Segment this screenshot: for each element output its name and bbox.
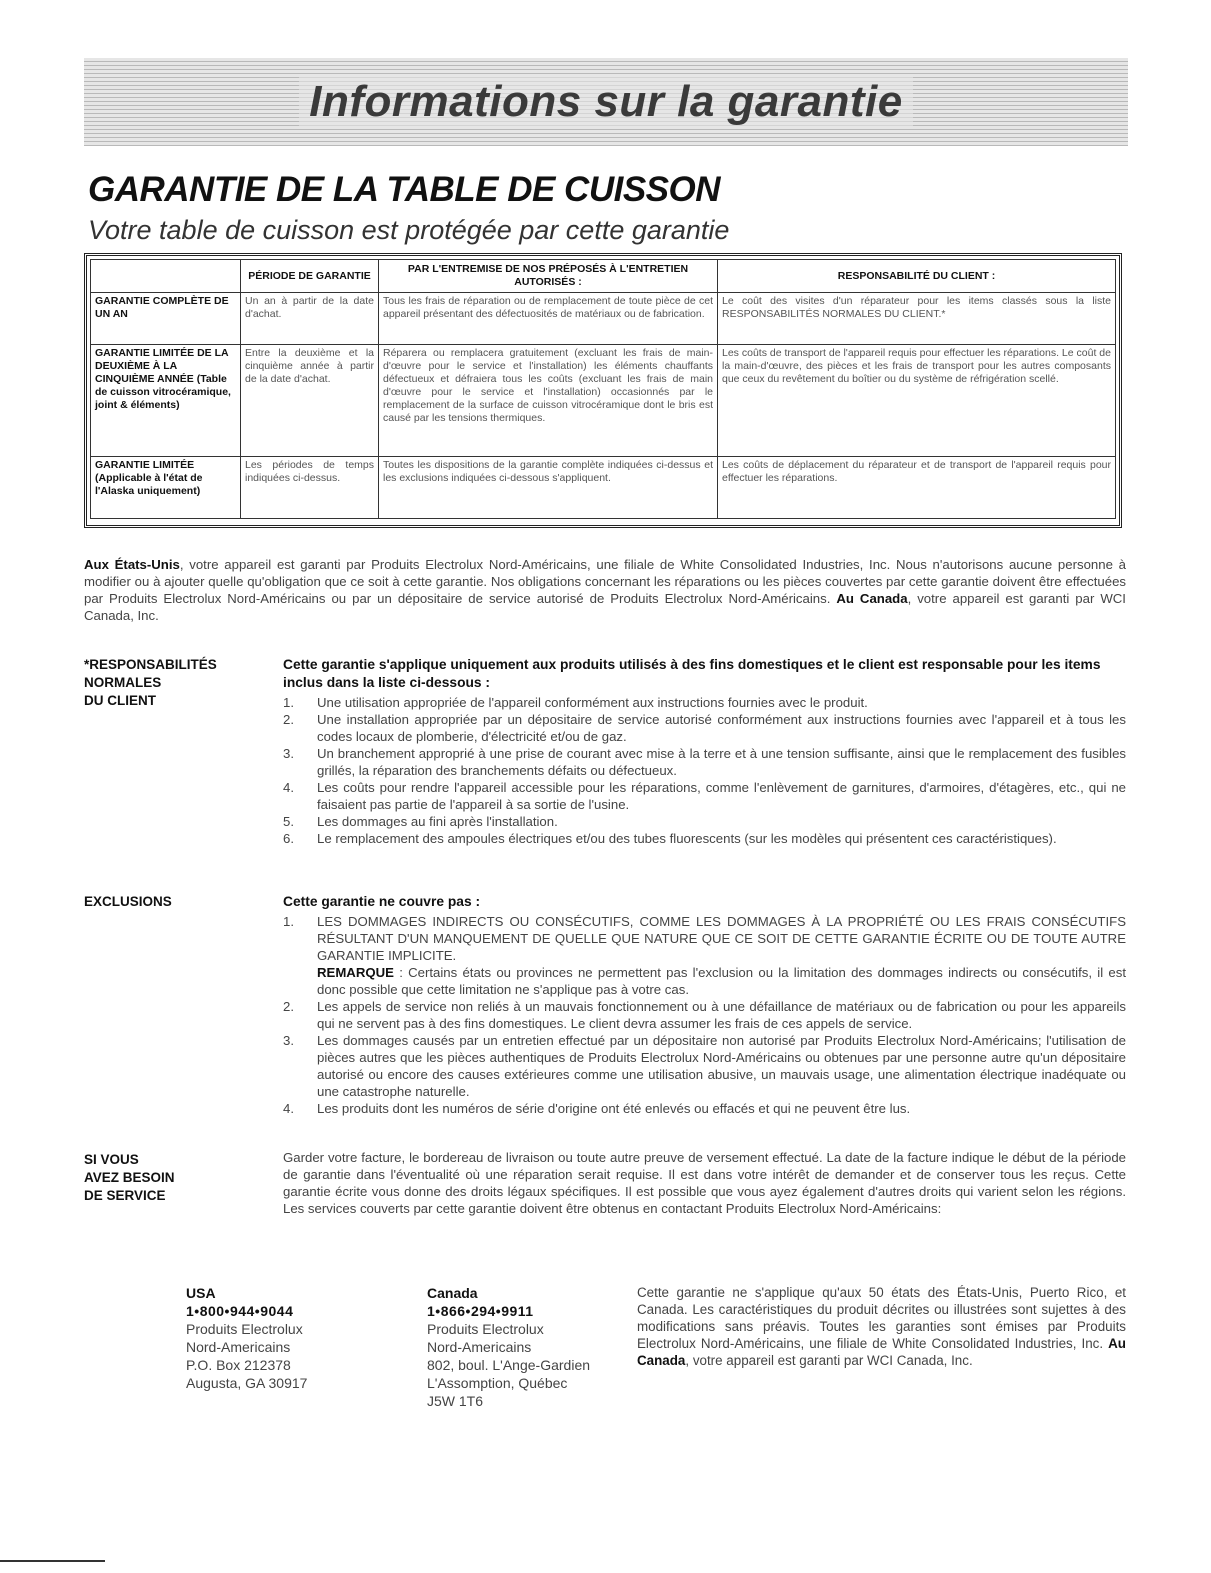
table-cell-client: Les coûts de transport de l'appareil requis pour effectuer les réparations. Le coût de la main-d'œuvre, des pièces et les frais de transport pour les autres composants que ceux du revêtement du boîtier ou du système de réfrigération scellé. <box>718 345 1116 457</box>
list-item-text: Une installation appropriée par un dépositaire de service autorisé conformément aux instructions fournies avec l'appareil et à tous les codes locaux de plomberie, d'électricité et/ou de gaz. <box>317 712 1126 744</box>
intro-bold-usa: Aux États-Unis <box>84 557 180 572</box>
list-item <box>283 1032 1126 1100</box>
notice-text: Cette garantie ne s'applique qu'aux 50 états des États-Unis, Puerto Rico, et Canada. Les caractéristiques du produit décrites ou illustrées sont sujettes à des modifications sans préavis. Toutes les garanties sont émises par Produits Electrolux Nord-Américains, une filiale de White Consolidated Industries, Inc. <box>637 1285 1126 1351</box>
list-item <box>283 711 1126 745</box>
service-label: SI VOUS AVEZ BESOIN DE SERVICE <box>84 1152 175 1203</box>
responsibilities-label: *RESPONSABILITÉS NORMALES DU CLIENT <box>84 657 217 708</box>
table-cell-service: Réparera ou remplacera gratuitement (excluant les frais de main-d'œuvre pour le service et l'installation) les éléments chauffants défectueux et défraiera tous les coûts (excluant les frais de main d'œuvre pour le service et l'installation) occasionnés par le remplacement de la surface de cuisson vitrocéramique dont le bris est causé par les tensions thermiques. <box>379 345 718 457</box>
contact-canada-line: Nord-Americains <box>427 1339 532 1355</box>
table-row <box>91 457 1116 519</box>
contact-canada-phone: 1•866•294•9911 <box>427 1303 534 1319</box>
table-cell-service: Tous les frais de réparation ou de remplacement de toute pièce de cet appareil présentant des défectuosités de matériaux ou de fabrication. <box>379 293 718 345</box>
exclusions-label: EXCLUSIONS <box>84 894 172 909</box>
contact-canada-line: J5W 1T6 <box>427 1393 484 1409</box>
table-header-service: PAR L'ENTREMISE DE NOS PRÉPOSÉS À L'ENTRETIEN AUTORISÉS : <box>379 260 718 293</box>
intro-paragraph <box>84 556 1126 624</box>
footer-rule <box>0 1560 105 1562</box>
coverage-notice <box>637 1284 1126 1369</box>
table-cell-coverage: GARANTIE COMPLÈTE DE UN AN <box>91 293 241 345</box>
service-text: Garder votre facture, le bordereau de livraison ou toute autre preuve de versement effectué. La date de la facture indique le début de la période de garantie dans l'éventualité où une réparation serait requise. Il est dans votre intérêt de demander et de conserver tous les reçus. Cette garantie écrite vous donne des droits légaux spécifiques. Il est possible que vous ayez également d'autres droits qui varient selon les régions. Les services couverts par cette garantie doivent être obtenus en contactant Produits Electrolux Nord-Américains: <box>283 1150 1126 1216</box>
contact-canada-line: L'Assomption, Québec <box>427 1375 568 1391</box>
list-item-number: 2. <box>283 712 294 727</box>
page-subtitle: Votre table de cuisson est protégée par cette garantie <box>88 215 730 245</box>
table-header-client: RESPONSABILITÉ DU CLIENT : <box>718 260 1116 293</box>
intro-text-canada: , votre appareil est garanti par WCI Canada, Inc. <box>84 591 1126 623</box>
list-item <box>283 813 1126 830</box>
list-item-text: Une utilisation appropriée de l'appareil conformément aux instructions fournies avec le produit. <box>317 695 868 710</box>
table-cell-service: Toutes les dispositions de la garantie complète indiquées ci-dessus et les exclusions indiquées ci-dessous s'appliquent. <box>379 457 718 519</box>
table-cell-coverage: GARANTIE LIMITÉE DE LA DEUXIÈME À LA CINQUIÈME ANNÉE (Table de cuisson vitrocéramique, joint & éléments) <box>91 345 241 457</box>
list-item <box>283 830 1126 847</box>
responsibilities-lead: Cette garantie s'applique uniquement aux produits utilisés à des fins domestiques et le client est responsable pour les items inclus dans la liste ci-dessous : <box>283 657 1101 690</box>
contact-usa-line: Produits Electrolux <box>186 1321 303 1337</box>
exclusions-body <box>283 893 1126 1117</box>
list-item-text: Les dommages causés par un entretien effectué par un dépositaire non autorisé par Produits Electrolux Nord-Américains; l'utilisation de pièces autres que les pièces authentiques de Produits Electrolux Nord-Américains ou obtenues par une personne autre qu'un dépositaire autorisé ou encore des causes extérieures comme une utilisation abusive, un mauvais usage, une alimentation électrique inadéquate ou une catastrophe naturelle. <box>317 1033 1126 1099</box>
contact-usa-line: Augusta, GA 30917 <box>186 1375 308 1391</box>
contacts-block <box>0 1284 1211 1424</box>
remark-label: REMARQUE <box>317 965 394 980</box>
table-header-period: PÉRIODE DE GARANTIE <box>241 260 379 293</box>
list-item-number: 6. <box>283 831 294 846</box>
list-item-text: Les dommages au fini après l'installation. <box>317 814 558 829</box>
table-row <box>91 293 1116 345</box>
contact-canada <box>427 1284 590 1410</box>
list-item-text: LES DOMMAGES INDIRECTS OU CONSÉCUTIFS, COMME LES DOMMAGES À LA PROPRIÉTÉ OU LES FRAIS CONSÉCUTIFS RÉSULTANT D'UN MANQUEMENT DE QUELLE QUE NATURE QUE CE SOIT DE CETTE GARANTIE ÉCRITE OU DE TOUTE AUTRE GARANTIE IMPLICITE. <box>317 914 1126 963</box>
list-item-text: Les produits dont les numéros de série d'origine ont été enlevés ou effacés et qui ne peuvent être lus. <box>317 1101 911 1116</box>
intro-text-usa: , votre appareil est garanti par Produits Electrolux Nord-Américains, une filiale de White Consolidated Industries, Inc. Nous n'autorisons aucune personne à modifier ou à ajouter quelle qu'obligation que ce soit à cette garantie. Nos obligations concernant les réparations ou les pièces couvertes par cette garantie doivent être effectuées par Produits Electrolux Nord-Américains ou par un dépositaire de service autorisé de Produits Electrolux Nord-Américains. <box>84 557 1126 606</box>
contact-usa-title: USA <box>186 1285 216 1301</box>
list-item-text: Un branchement approprié à une prise de courant avec mise à la terre et à une tension suffisante, ainsi que le remplacement des fusibles grillés, la réparation des branchements défaits ou défectueux. <box>317 746 1126 778</box>
notice-text-canada: , votre appareil est garanti par WCI Canada, Inc. <box>685 1353 973 1368</box>
exclusions-lead: Cette garantie ne couvre pas : <box>283 894 481 909</box>
warranty-table-frame <box>84 253 1122 528</box>
list-item-text: Le remplacement des ampoules électriques et/ou des tubes fluorescents (sur les modèles qui présentent ces caractéristiques). <box>317 831 1057 846</box>
list-item-number: 4. <box>283 1101 294 1116</box>
responsibilities-list <box>283 694 1126 847</box>
banner-title: Informations sur la garantie <box>299 77 912 127</box>
table-cell-client: Le coût des visites d'un réparateur pour les items classés sous la liste RESPONSABILITÉS NORMALES DU CLIENT.* <box>718 293 1116 345</box>
responsibilities-body <box>283 656 1126 847</box>
contact-usa-line: P.O. Box 212378 <box>186 1357 291 1373</box>
table-row <box>91 345 1116 457</box>
table-cell-period: Entre la deuxième et la cinquième année à partir de la date d'achat. <box>241 345 379 457</box>
list-item-number: 2. <box>283 999 294 1014</box>
list-item <box>283 913 1126 998</box>
contact-usa <box>186 1284 307 1392</box>
intro-bold-canada: Au Canada <box>836 591 908 606</box>
list-item-number: 3. <box>283 1033 294 1048</box>
table-cell-coverage: GARANTIE LIMITÉE (Applicable à l'état de l'Alaska uniquement) <box>91 457 241 519</box>
contact-usa-line: Nord-Americains <box>186 1339 291 1355</box>
table-cell-period: Les périodes de temps indiquées ci-dessus. <box>241 457 379 519</box>
warranty-table <box>90 259 1116 519</box>
table-header-row <box>91 260 1116 293</box>
service-body <box>283 1149 1126 1217</box>
table-cell-period: Un an à partir de la date d'achat. <box>241 293 379 345</box>
list-item <box>283 1100 1126 1117</box>
contact-canada-title: Canada <box>427 1285 478 1301</box>
list-item-number: 5. <box>283 814 294 829</box>
contact-canada-line: 802, boul. L'Ange-Gardien <box>427 1357 591 1373</box>
list-item <box>283 745 1126 779</box>
list-item-number: 1. <box>283 914 294 929</box>
remark <box>317 965 1126 997</box>
list-item-number: 4. <box>283 780 294 795</box>
list-item-number: 3. <box>283 746 294 761</box>
header-banner <box>84 58 1128 146</box>
list-item-number: 1. <box>283 695 294 710</box>
contact-usa-phone: 1•800•944•9044 <box>186 1303 294 1319</box>
list-item <box>283 779 1126 813</box>
notice-bold-canada: Au Canada <box>637 1336 1126 1368</box>
exclusions-list <box>283 913 1126 1117</box>
list-item <box>283 998 1126 1032</box>
remark-text: : Certains états ou provinces ne permettent pas l'exclusion ou la limitation des dommages indirects ou consécutifs, il est donc possible que cette limitation ne s'applique pas à votre cas. <box>317 965 1126 997</box>
contact-canada-line: Produits Electrolux <box>427 1321 544 1337</box>
list-item-text: Les coûts pour rendre l'appareil accessible pour les réparations, comme l'enlèvement de garnitures, d'armoires, d'étagères, etc., qui ne faisaient pas partie de l'appareil à sa sortie de l'usine. <box>317 780 1126 812</box>
list-item-text: Les appels de service non reliés à un mauvais fonctionnement ou à une défaillance de matériaux ou de fabrication ou pour les appareils qui ne servent pas à des fins domestiques. Le client devra assumer les frais de ces appels de service. <box>317 999 1126 1031</box>
page-title: GARANTIE DE LA TABLE DE CUISSON <box>88 170 721 209</box>
table-header-blank <box>91 260 241 293</box>
list-item <box>283 694 1126 711</box>
table-cell-client: Les coûts de déplacement du réparateur et de transport de l'appareil requis pour effectuer les réparations. <box>718 457 1116 519</box>
